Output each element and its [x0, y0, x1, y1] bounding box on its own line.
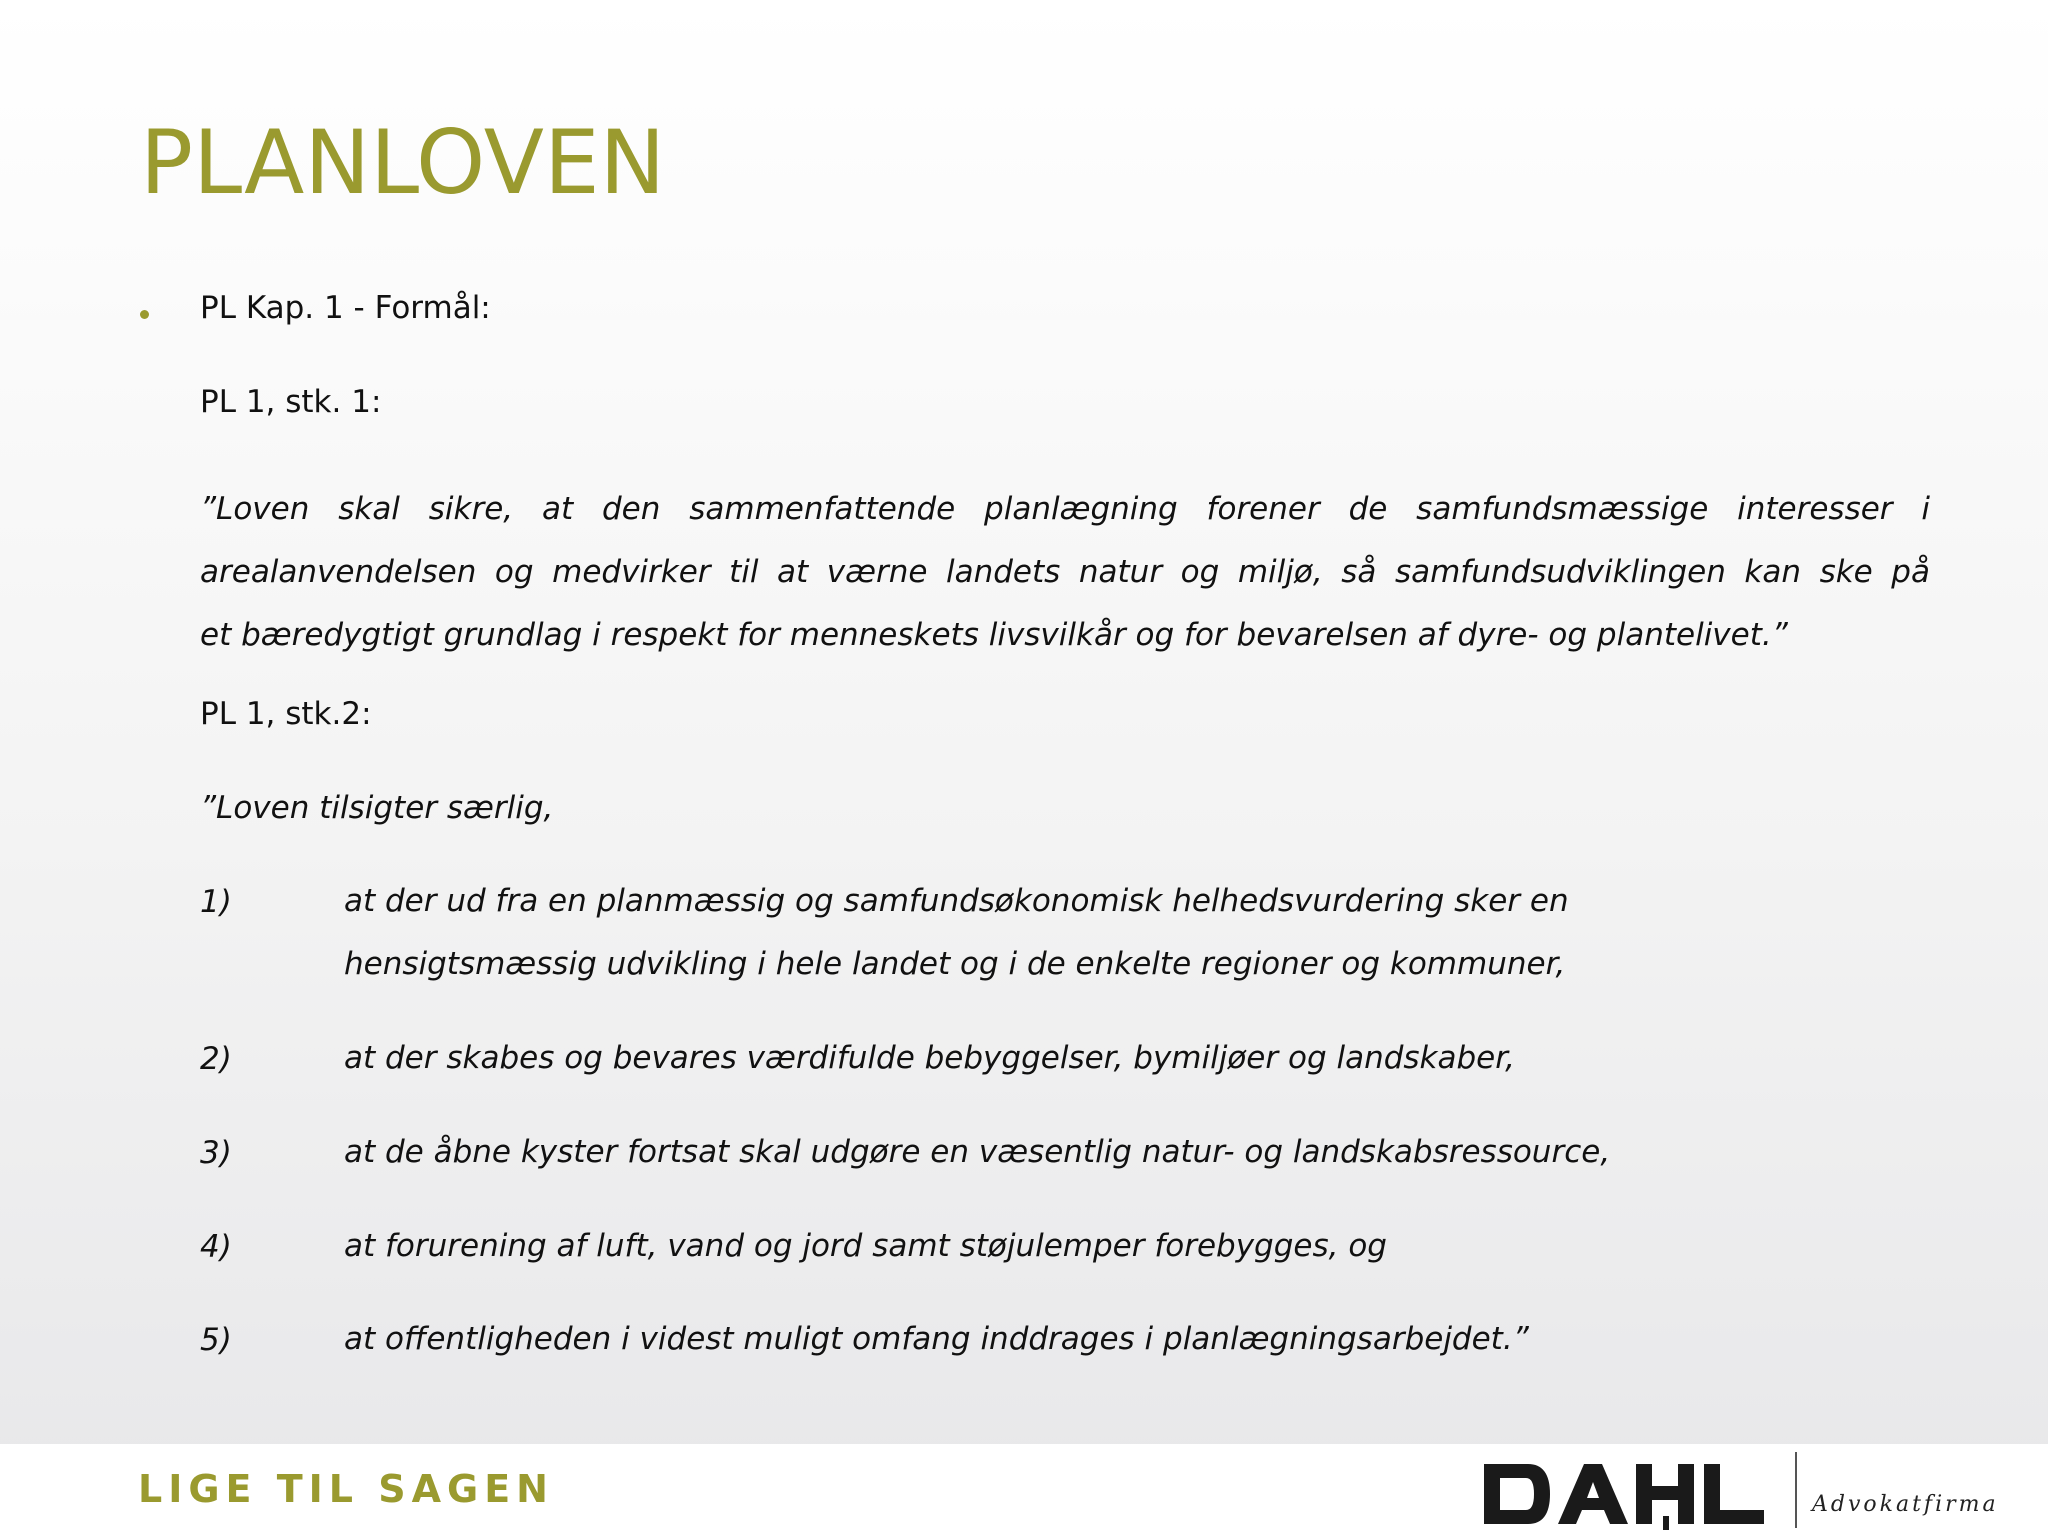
section-label-stk1: PL 1, stk. 1:	[200, 384, 382, 420]
list-item-number: 5)	[200, 1322, 232, 1358]
dahl-logo	[1480, 1450, 2040, 1536]
section-label-stk2: PL 1, stk.2:	[200, 696, 372, 732]
bullet-dot-icon	[140, 310, 149, 319]
list-item-text: at der ud fra en planmæssig og samfundsøkonomisk helhedsvurdering sker en	[344, 883, 1569, 919]
quote-intro-stk2: ”Loven tilsigter særlig,	[200, 790, 554, 826]
quote-line: ”Loven skal sikre, at den sammenfattende planlægning forener de samfundsmæssige interesser i	[200, 491, 1930, 527]
list-item-number: 1)	[200, 884, 232, 920]
list-item-number: 4)	[200, 1229, 232, 1265]
slide-title: PLANLOVEN	[140, 111, 666, 214]
list-item-text: hensigtsmæssig udvikling i hele landet og i de enkelte regioner og kommuner,	[344, 946, 1566, 982]
list-item-text: at forurening af luft, vand og jord samt støjulemper forebygges, og	[344, 1228, 1387, 1264]
logo-subtitle: Advokatfirma	[1812, 1492, 1999, 1517]
list-item-text: at offentligheden i videst muligt omfang inddrages i planlægningsarbejdet.”	[344, 1321, 1529, 1357]
quote-stk1	[200, 478, 1930, 667]
dahl-logo-mark	[1480, 1458, 1770, 1530]
quote-line: et bæredygtigt grundlag i respekt for menneskets livsvilkår og for bevarelsen af dyre- og plantelivet.”	[200, 617, 1788, 653]
list-item-number: 3)	[200, 1135, 232, 1171]
list-item-text: at de åbne kyster fortsat skal udgøre en væsentlig natur- og landskabsressource,	[344, 1134, 1611, 1170]
list-item-number: 2)	[200, 1041, 232, 1077]
quote-line: arealanvendelsen og medvirker til at værne landets natur og miljø, så samfundsudviklingen kan ske på	[200, 554, 1930, 590]
footer-slogan: LIGE TIL SAGEN	[138, 1467, 554, 1511]
bullet-heading: PL Kap. 1 - Formål:	[200, 290, 491, 326]
logo-divider	[1795, 1452, 1797, 1528]
list-item-text: at der skabes og bevares værdifulde bebyggelser, bymiljøer og landskaber,	[344, 1040, 1516, 1076]
